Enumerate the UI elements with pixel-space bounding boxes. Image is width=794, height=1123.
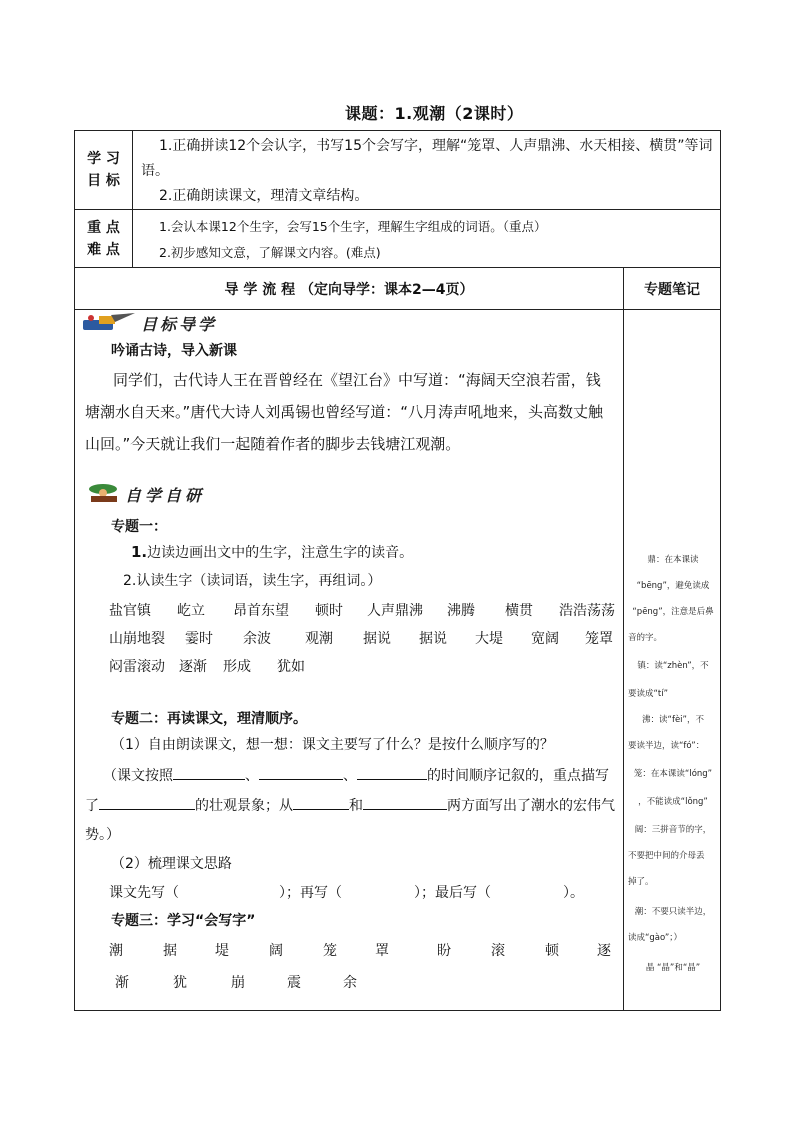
blank[interactable]	[357, 764, 427, 780]
word: 横贯	[505, 603, 533, 619]
flow-header: 导 学 流 程 （定向导学：课本2—4页）	[75, 268, 624, 310]
word: 人声鼎沸	[367, 603, 423, 619]
intro-heading: 吟诵古诗，导入新课	[111, 343, 237, 359]
intro-paragraph: 同学们，古代诗人王在晋曾经在《望江台》中写道：“海阔天空浪若雷，钱塘潮水自天来。”唐代大诗人刘禹锡也曾经写道：“八月涛声吼地来，头高数丈触山回。”今天就让我们一起随着作者的脚步去钱塘江观潮。	[85, 371, 604, 453]
notes-column	[624, 310, 721, 1011]
goals-content	[133, 131, 721, 210]
word: 浩浩荡荡	[559, 603, 615, 619]
page-title: 课题：1.观潮（2课时）	[345, 104, 524, 123]
side-note: 要读成“tí”	[628, 689, 669, 699]
word: 山崩地裂	[109, 631, 165, 647]
reading-icon	[83, 482, 127, 504]
topic1-step1: 边读边画出文中的生字，注意生字的读音。	[147, 545, 414, 561]
word: 笼罩	[585, 631, 613, 647]
topic2-answer1-line1: （课文按照 、 、 的时间顺序记叙的，重点描写	[103, 764, 609, 785]
char: 顿	[545, 943, 559, 959]
topic2-q2: （2）梳理课文思路	[111, 856, 232, 872]
word: 余波	[243, 631, 271, 647]
side-note: 潮：不要只读半边，	[634, 907, 712, 917]
word: 昂首东望	[233, 603, 289, 619]
word: 观潮	[305, 631, 333, 647]
topic1-step2: 2.认读生字（读词语，读生字，再组词。）	[123, 573, 382, 589]
char: 笼	[323, 943, 337, 959]
side-note: 沸：读“fèi”，不	[642, 715, 704, 725]
word: 屹立	[177, 603, 205, 619]
char: 渐	[115, 975, 129, 991]
side-note: 不要把中间的介母丢	[628, 851, 705, 861]
char: 据	[163, 943, 177, 959]
char: 阔	[269, 943, 283, 959]
key-item-1: 1.会认本课12个生字，会写15个生字，理解生字组成的词语。（重点）	[159, 219, 547, 234]
keys-content	[133, 210, 721, 268]
char: 犹	[173, 975, 187, 991]
side-note: ，不能读成“lǒng”	[638, 797, 708, 807]
goal-item-1: 1.正确拼读12个会认字，书写15个会写字，理解“笼罩、人声鼎沸、水天相接、横贯”等词语。	[141, 138, 713, 179]
word: 闷雷滚动	[109, 659, 165, 675]
topic2-answer1-line3: 势。）	[85, 827, 120, 843]
word: 据说	[363, 631, 391, 647]
lesson-table	[74, 130, 721, 1011]
side-note: 阔：三拼音节的字，	[634, 825, 712, 835]
char: 堤	[215, 943, 229, 959]
flow-content	[75, 310, 624, 1011]
side-note: 要读半边，读“fó”：	[628, 741, 705, 751]
side-note: 镇：读“zhèn”，不	[637, 661, 709, 671]
char: 崩	[231, 975, 245, 991]
banner-target-learning: 目标导学	[141, 315, 218, 334]
side-note: 笼：在本课读“lóng”	[633, 769, 713, 779]
notes-header: 专题笔记	[624, 268, 721, 310]
topic2-answer2: 课文先写（ ）；再写（ ）；最后写（ ）。	[109, 885, 584, 901]
char: 余	[343, 975, 357, 991]
side-note: “pēng”，注意是后鼻	[632, 607, 714, 617]
char: 罩	[375, 943, 389, 959]
blank[interactable]	[99, 794, 195, 810]
blank[interactable]	[293, 794, 349, 810]
char: 逐	[597, 943, 611, 959]
topic1-step1-num: 1.	[131, 543, 148, 561]
goals-label: 学 习 目 标	[75, 131, 133, 210]
side-note: 读成“gào”；）	[628, 933, 683, 943]
word: 据说	[419, 631, 447, 647]
word: 霎时	[185, 631, 213, 647]
topic3-heading: 专题三：学习“会写字”	[111, 913, 256, 929]
side-note: 晶 “晶”和“晶”	[645, 963, 701, 973]
topic1-heading: 专题一：	[111, 519, 167, 535]
banner-self-study: 自学自研	[125, 486, 206, 505]
char: 潮	[109, 943, 123, 959]
topic2-heading: 专题二：再读课文，理清顺序。	[111, 711, 307, 727]
side-note: “bēng”，避免读成	[636, 581, 710, 591]
word: 大堤	[475, 631, 503, 647]
goal-item-2: 2.正确朗读课文，理清文章结构。	[159, 188, 369, 204]
side-note: 鼎：在本课读	[647, 555, 699, 565]
blank[interactable]	[173, 764, 245, 780]
word: 宽阔	[531, 631, 559, 647]
key-item-2: 2.初步感知文意，了解课文内容。(难点)	[159, 245, 381, 260]
pen-icon	[81, 312, 137, 334]
side-note: 音的字。	[628, 633, 663, 643]
side-note: 掉了。	[628, 877, 654, 887]
char: 震	[287, 975, 301, 991]
word: 顿时	[315, 603, 343, 619]
word: 犹如	[277, 659, 305, 675]
topic2-q1: （1）自由朗读课文，想一想：课文主要写了什么？是按什么顺序写的？	[111, 737, 554, 753]
word: 形成	[223, 659, 251, 675]
char: 滚	[491, 943, 505, 959]
word: 逐渐	[179, 659, 207, 675]
blank[interactable]	[363, 794, 447, 810]
keys-label: 重 点 难 点	[75, 210, 133, 268]
char: 盼	[437, 943, 451, 959]
word: 沸腾	[447, 603, 475, 619]
topic2-answer1-line2: 了 的壮观景象；从 和 两方面写出了潮水的宏伟气	[85, 794, 615, 815]
blank[interactable]	[259, 764, 343, 780]
word: 盐官镇	[109, 603, 151, 619]
